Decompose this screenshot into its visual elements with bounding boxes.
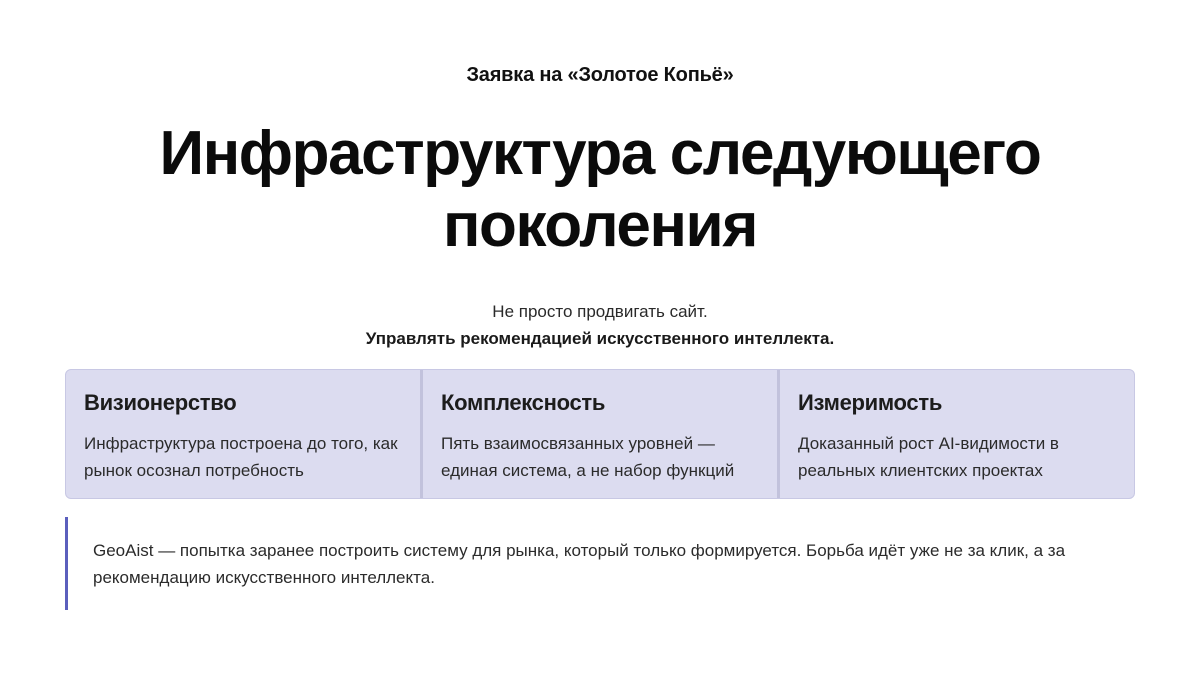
feature-card-title: Визионерство xyxy=(84,390,237,415)
subtitle xyxy=(0,298,1200,352)
feature-card-text: Пять взаимосвязанных уровней — единая система, а не набор функций xyxy=(441,434,735,480)
feature-card-title: Измеримость xyxy=(798,390,943,415)
page-title: Инфраструктура следующего поколения xyxy=(159,119,1041,260)
feature-card-text: Инфраструктура построена до того, как рынок осознал потребность xyxy=(84,434,398,480)
subtitle-line-2: Управлять рекомендацией искусственного интеллекта. xyxy=(365,329,835,348)
feature-card-measurability xyxy=(777,370,1134,498)
feature-card-complexity xyxy=(420,370,777,498)
feature-card-vision xyxy=(66,370,420,498)
eyebrow-label: Заявка на «Золотое Копьё» xyxy=(466,64,734,86)
feature-card-text: Доказанный рост AI-видимости в реальных клиентских проектах xyxy=(798,434,1059,480)
feature-card-title: Комплексность xyxy=(441,390,606,415)
subtitle-line-1: Не просто продвигать сайт. xyxy=(492,302,708,321)
summary-quote: GeoAist — попытка заранее построить систему для рынка, который только формируется. Борьба идёт уже не за клик, а за рекомендацию искусственного интеллекта. xyxy=(65,517,1135,610)
feature-cards xyxy=(65,369,1135,499)
